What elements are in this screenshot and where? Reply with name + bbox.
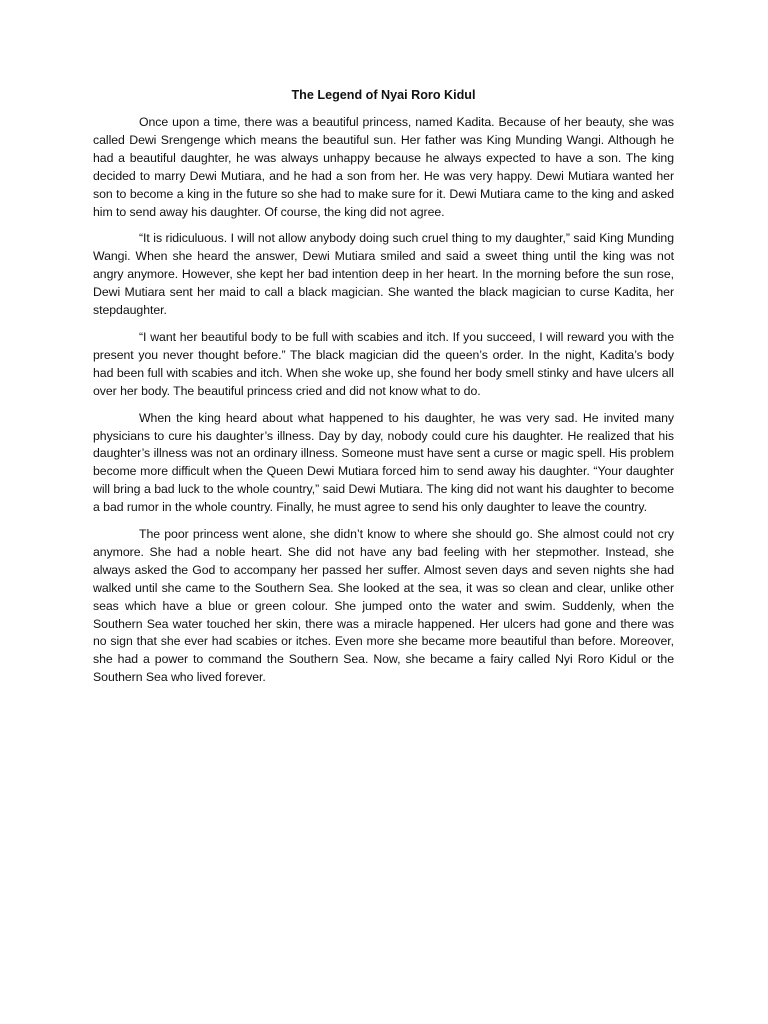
document-page [93,86,674,696]
document-title: The Legend of Nyai Roro Kidul [291,88,476,102]
paragraph-1: Once upon a time, there was a beautiful princess, named Kadita. Because of her beauty, she was called Dewi Srengenge which means the beautiful sun. Her father was King Munding Wangi. Although he had a beautiful daughter, he was always unhappy because he always expected to have a son. The king decided to marry Dewi Mutiara, and he had a son from her. He was very happy. Dewi Mutiara wanted her son to become a king in the future so she had to make sure for it. Dewi Mutiara came to the king and asked him to send away his daughter. Of course, the king did not agree. [93,115,674,219]
paragraph-3: “I want her beautiful body to be full with scabies and itch. If you succeed, I will reward you with the present you never thought before.” The black magician did the queen’s order. In the night, Kadita’s body had been full with scabies and itch. When she woke up, she found her body smell stinky and have ulcers all over her body. The beautiful princess cried and did not know what to do. [93,329,674,398]
paragraph-5: The poor princess went alone, she didn’t know to where she should go. She almost could not cry anymore. She had a noble heart. She did not have any bad feeling with her stepmother. Instead, she always asked the God to accompany her passed her suffer. Almost seven days and seven nights she had walked until she came to the Southern Sea. She looked at the sea, it was so clean and clear, unlike other seas which have a blue or green colour. She jumped onto the water and swim. Suddenly, when the Southern Sea water touched her skin, there was a miracle happened. Her ulcers had gone and there was no sign that she ever had scabies or itches. Even more she became more beautiful than before. Moreover, she had a power to command the Southern Sea. Now, she became a fairy called Nyi Roro Kidul or the Southern Sea who lived forever. [93,527,674,685]
paragraph-4: When the king heard about what happened to his daughter, he was very sad. He invited many physicians to cure his daughter’s illness. Day by day, nobody could cure his daughter. He realized that his daughter’s illness was not an ordinary illness. Someone must have sent a curse or magic spell. His problem become more difficult when the Queen Dewi Mutiara forced him to send away his daughter. “Your daughter will bring a bad luck to the whole country,” said Dewi Mutiara. The king did not want his daughter to become a bad rumor in the whole country. Finally, he must agree to send his only daughter to leave the country. [93,410,674,515]
paragraph-2: “It is ridiculuous. I will not allow anybody doing such cruel thing to my daughter,” said King Munding Wangi. When she heard the answer, Dewi Mutiara smiled and said a sweet thing until the king was not angry anymore. However, she kept her bad intention deep in her heart. In the morning before the sun rose, Dewi Mutiara sent her maid to call a black magician. She wanted the black magician to curse Kadita, her stepdaughter. [93,231,674,318]
